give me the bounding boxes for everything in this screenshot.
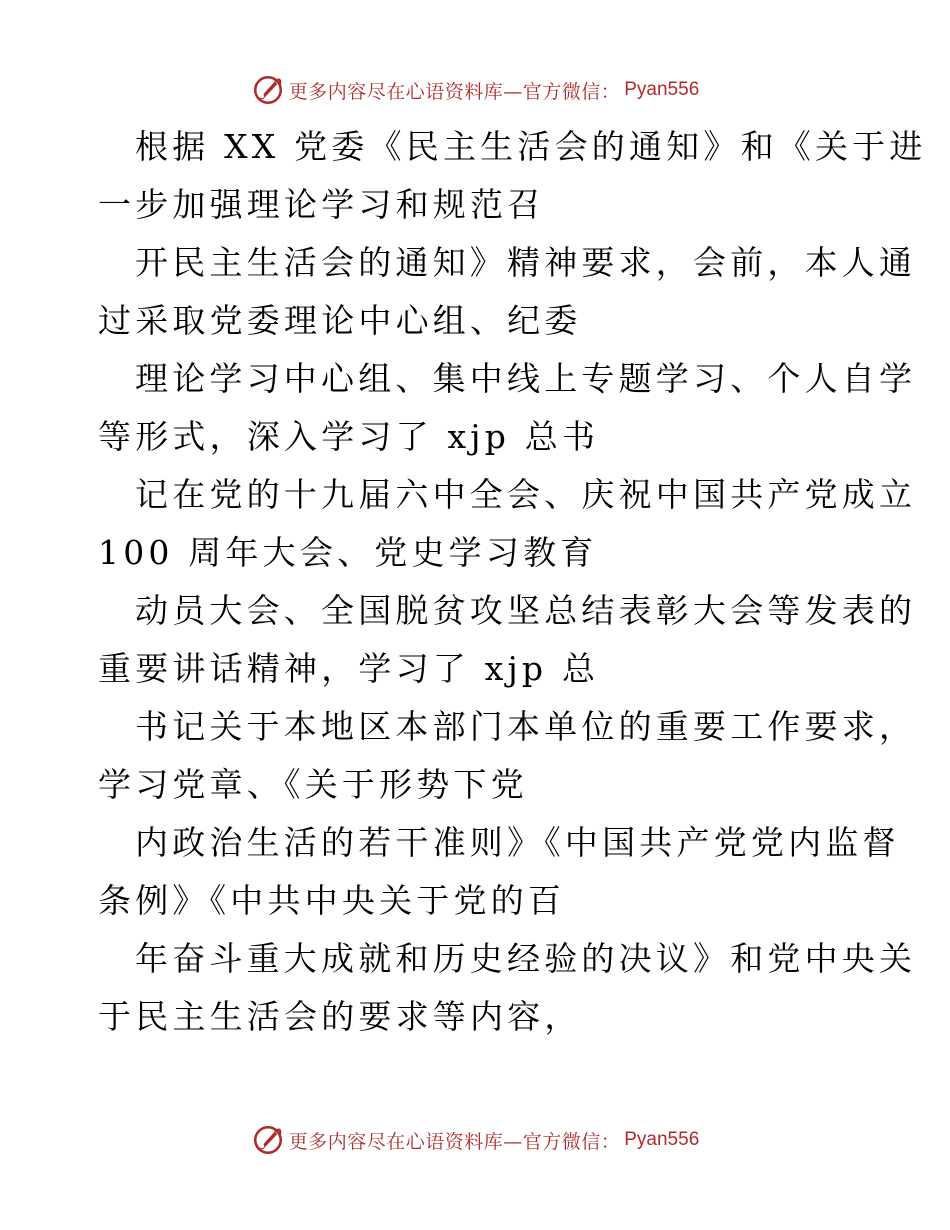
text-line: 100 周年大会、党史学习教育 bbox=[98, 533, 598, 572]
text-line: 过采取党委理论中心组、纪委 bbox=[98, 301, 582, 340]
quill-logo-icon bbox=[251, 1123, 285, 1157]
text-line: 重要讲话精神，学习了 xjp 总 bbox=[98, 649, 600, 688]
text-line: 记在党的十九届六中全会、庆祝中国共产党成立 bbox=[135, 475, 917, 514]
text-line: 开民主生活会的通知》精神要求，会前，本人通 bbox=[135, 243, 917, 282]
text-line: 理论学习中心组、集中线上专题学习、个人自学 bbox=[135, 359, 917, 398]
text-line: 学习党章、《关于形势下党 bbox=[98, 765, 528, 804]
header-watermark bbox=[0, 70, 950, 110]
text-line: 内政治生活的若干准则》《中国共产党党内监督 bbox=[135, 823, 900, 862]
footer-banner-text: 更多内容尽在心语资料库—官方微信： bbox=[288, 1130, 621, 1153]
document-body bbox=[98, 118, 927, 1046]
footer-wechat-id: Pyan556 bbox=[624, 1129, 700, 1150]
text-line: 根据 XX 党委《民主生活会的通知》和《关于进 bbox=[135, 127, 927, 166]
text-line: 书记关于本地区本部门本单位的重要工作要求， bbox=[135, 707, 917, 746]
text-line: 于民主生活会的要求等内容， bbox=[98, 997, 582, 1036]
text-line: 年奋斗重大成就和历史经验的决议》和党中央关 bbox=[135, 939, 917, 978]
text-line: 等形式，深入学习了 xjp 总书 bbox=[98, 417, 600, 456]
footer-watermark bbox=[0, 1120, 950, 1160]
header-banner-text: 更多内容尽在心语资料库—官方微信： bbox=[288, 80, 621, 103]
text-line: 条例》《中共中央关于党的百 bbox=[98, 881, 566, 920]
header-wechat-id: Pyan556 bbox=[624, 79, 700, 100]
text-line: 一步加强理论学习和规范召 bbox=[98, 185, 545, 224]
quill-logo-icon bbox=[251, 73, 285, 107]
text-line: 动员大会、全国脱贫攻坚总结表彰大会等发表的 bbox=[135, 591, 917, 630]
